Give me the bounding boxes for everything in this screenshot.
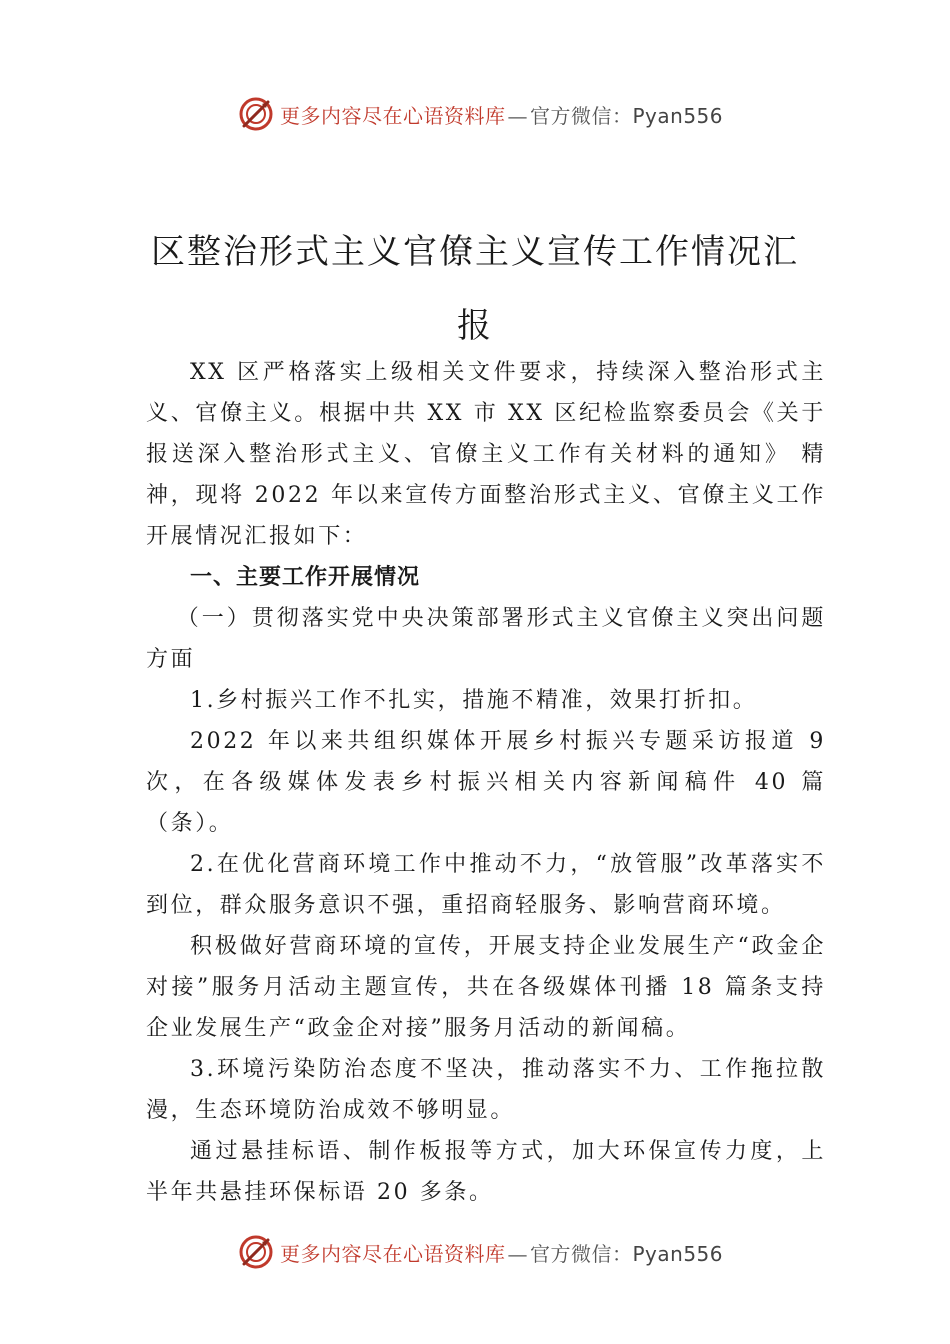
header-banner[interactable]	[238, 94, 738, 134]
banner-wechat-id: Pyan556	[632, 103, 724, 128]
seal-logo-icon	[238, 96, 274, 132]
item-1-content: 2022 年以来共组织媒体开展乡村振兴专题采访报道 9 次，在各级媒体发表乡村振兴相关内容新闻稿件 40 篇（条）。	[146, 729, 826, 836]
item-3-content: 通过悬挂标语、制作板报等方式，加大环保宣传力度，上半年共悬挂环保标语 20 多条。	[146, 1139, 826, 1205]
banner-text: 更多内容尽在心语资料库	[280, 103, 506, 128]
document-title	[110, 215, 840, 363]
footer-banner[interactable]	[238, 1232, 738, 1272]
item-1-title: 1.乡村振兴工作不扎实，措施不精准，效果打折扣。	[190, 688, 758, 713]
section-heading: 一、主要工作开展情况	[190, 565, 421, 590]
banner-wechat-label: 官方微信：	[530, 1241, 633, 1266]
item-2-title: 2.在优化营商环境工作中推动不力，“放管服”改革落实不到位，群众服务意识不强，重招商轻服务、影响营商环境。	[146, 852, 826, 918]
item-3-title: 3.环境污染防治态度不坚决，推动落实不力、工作拖拉散漫，生态环境防治成效不够明显。	[146, 1057, 826, 1123]
banner-separator: —	[507, 103, 528, 128]
title-line-1: 区整治形式主义官僚主义宣传工作情况汇	[151, 231, 799, 272]
banner-separator: —	[507, 1241, 528, 1266]
seal-logo-icon	[238, 1234, 274, 1270]
title-line-2: 报	[457, 305, 493, 346]
subsection-heading: （一）贯彻落实党中央决策部署形式主义官僚主义突出问题方面	[146, 606, 826, 672]
banner-text: 更多内容尽在心语资料库	[280, 1241, 506, 1266]
banner-wechat-label: 官方微信：	[530, 103, 633, 128]
banner-wechat-id: Pyan556	[632, 1241, 724, 1266]
item-2-content: 积极做好营商环境的宣传，开展支持企业发展生产“政金企对接”服务月活动主题宣传，共在各级媒体刊播 18 篇条支持企业发展生产“政金企对接”服务月活动的新闻稿。	[146, 934, 826, 1041]
document-body	[146, 352, 826, 1213]
intro-paragraph: XX 区严格落实上级相关文件要求，持续深入整治形式主义、官僚主义。根据中共 XX 市 XX 区纪检监察委员会《关于报送深入整治形式主义、官僚主义工作有关材料的通知》 精神，现将 2022 年以来宣传方面整治形式主义、官僚主义工作开展情况汇报如下：	[146, 360, 826, 549]
